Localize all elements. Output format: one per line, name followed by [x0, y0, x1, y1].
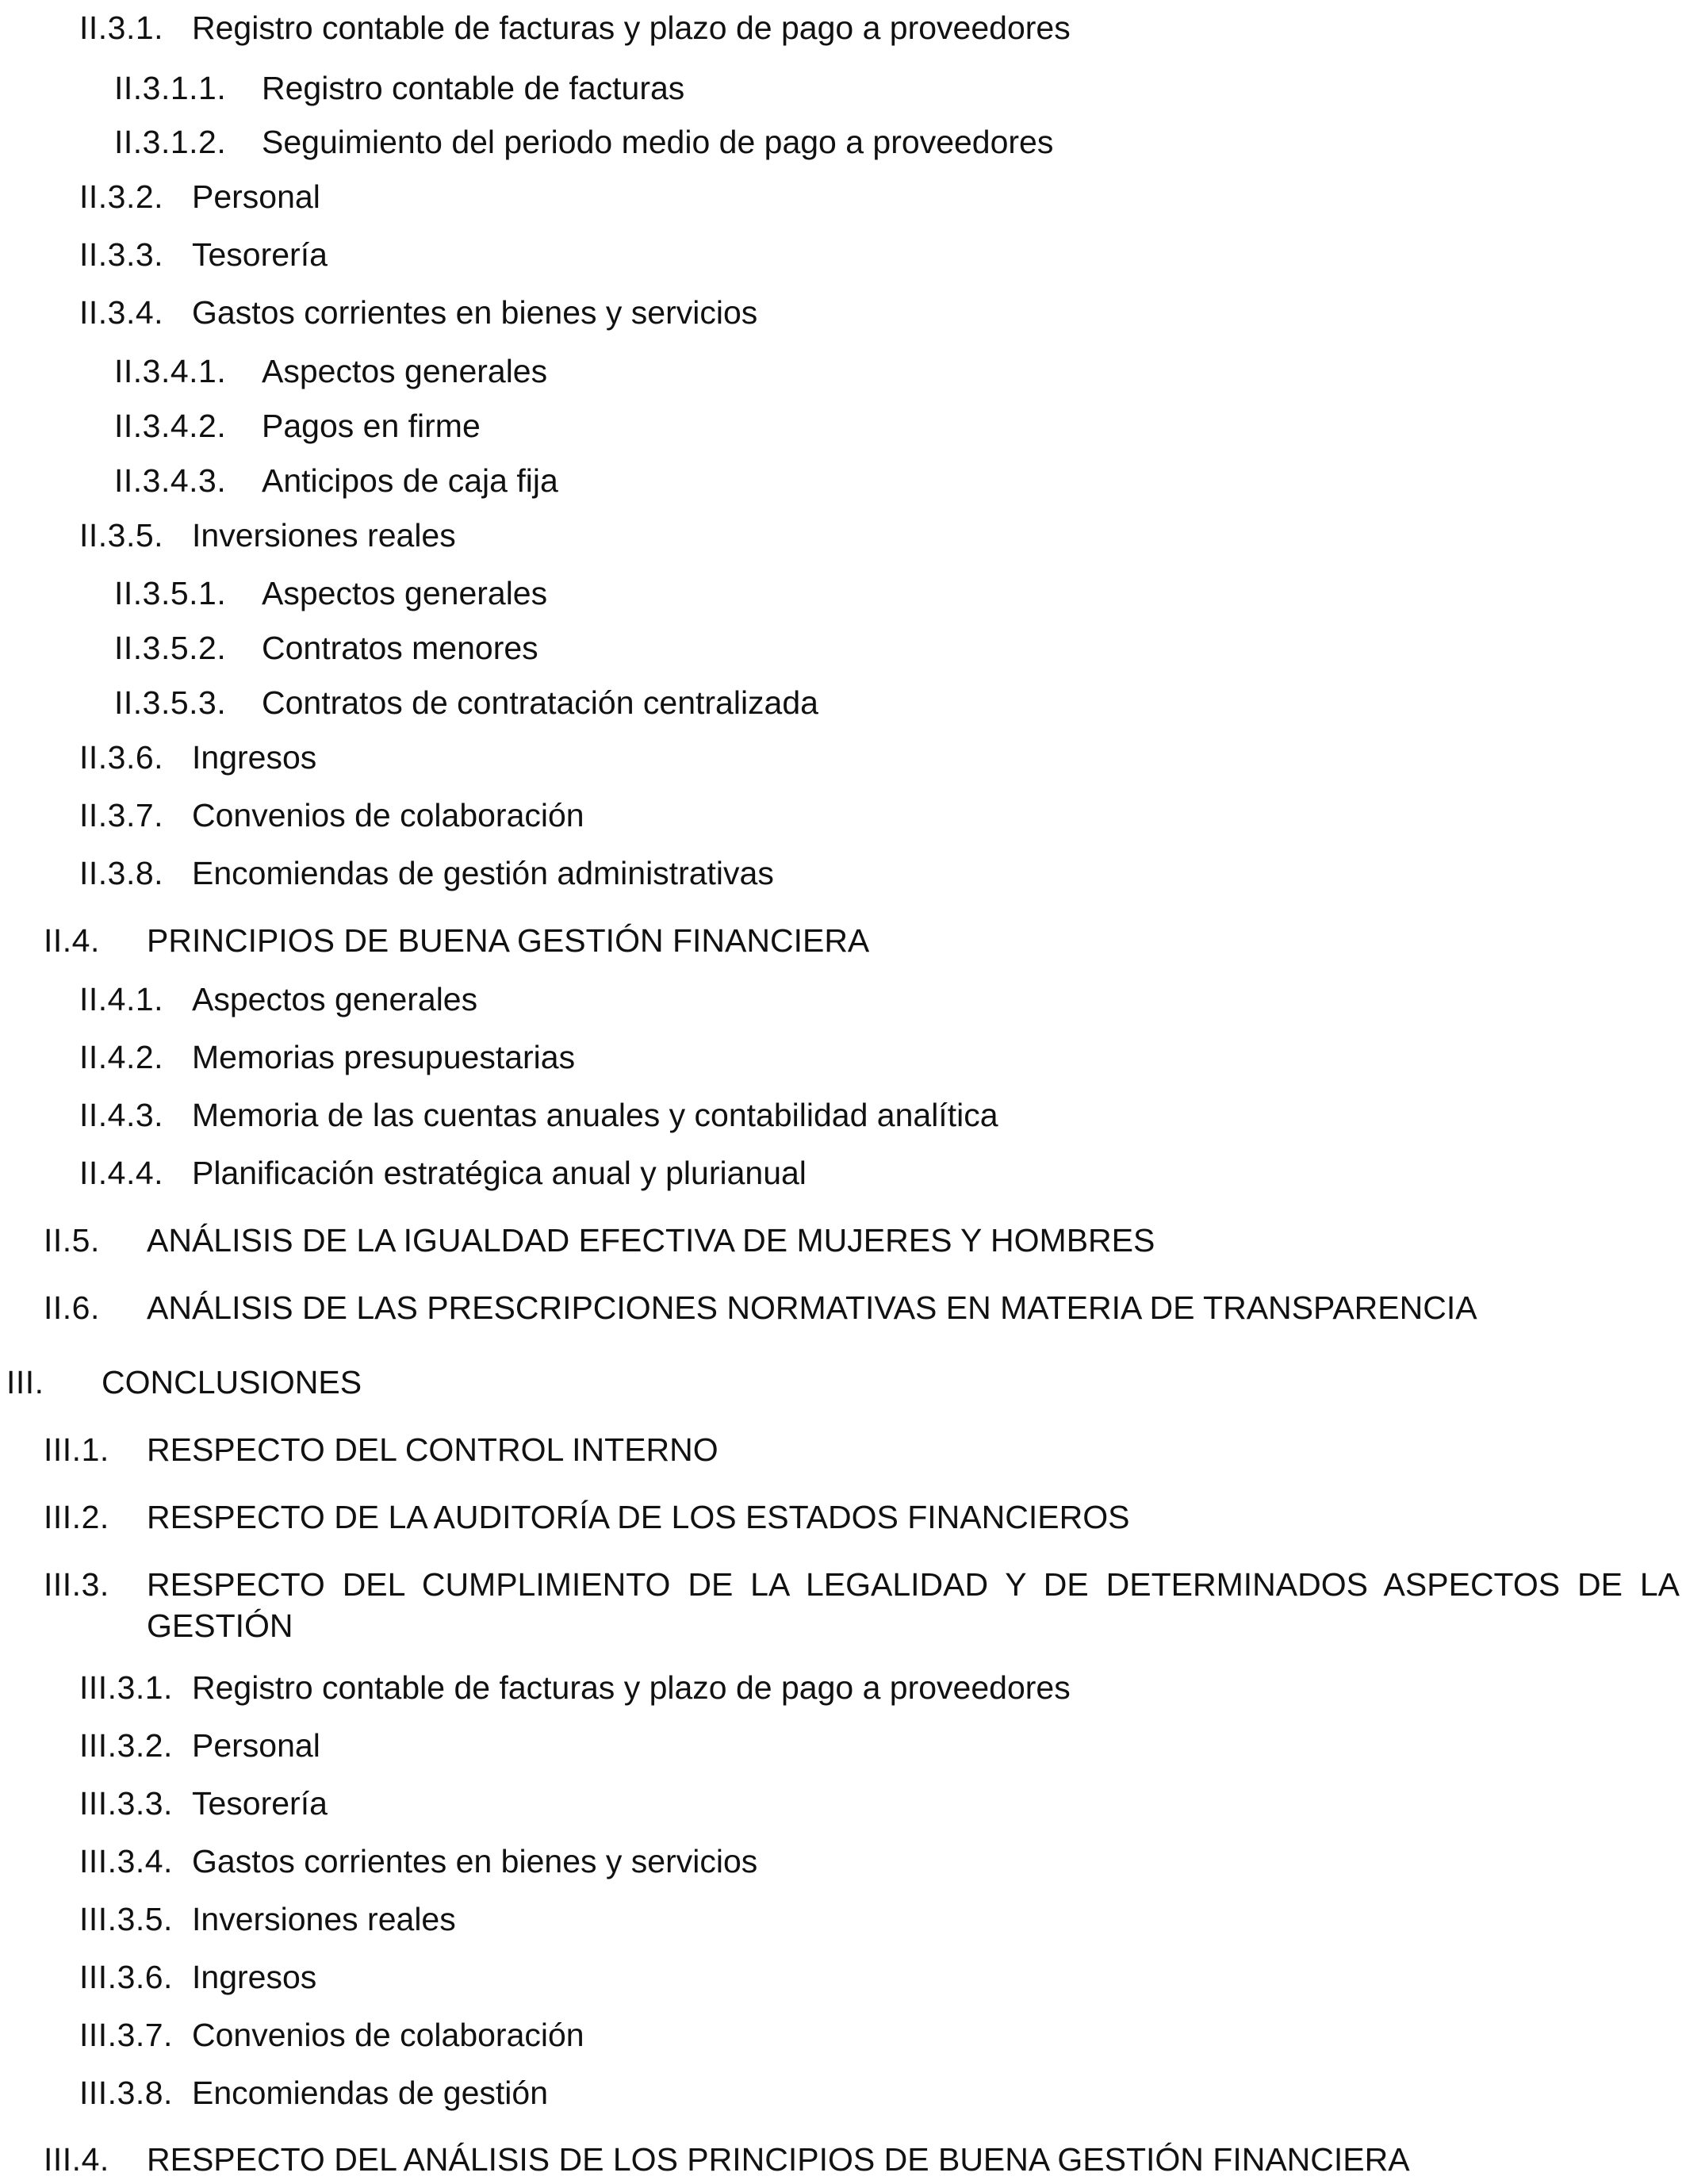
toc-entry-title: Gastos corrientes en bienes y servicios: [192, 1843, 758, 1879]
toc-entry-number: III.: [6, 1364, 44, 1400]
toc-entry-title: Memoria de las cuentas anuales y contabilidad analítica: [192, 1097, 998, 1133]
toc-entry-number: II.3.1.1.: [114, 70, 227, 106]
toc-entry-number: III.3.8.: [79, 2075, 173, 2111]
toc-entry-title: RESPECTO DE LA AUDITORÍA DE LOS ESTADOS FINANCIEROS: [147, 1499, 1130, 1535]
toc-entry-title: Aspectos generales: [262, 353, 548, 389]
toc-entry-number: II.3.4.1.: [114, 353, 227, 389]
toc-entry-number: II.4.4.: [79, 1155, 164, 1191]
toc-entry-number: II.3.1.: [79, 10, 164, 46]
toc-entry-title: Gastos corrientes en bienes y servicios: [192, 294, 758, 331]
toc-entry-title: ANÁLISIS DE LAS PRESCRIPCIONES NORMATIVAS EN MATERIA DE TRANSPARENCIA: [147, 1289, 1477, 1326]
toc-entry-number: II.3.3.: [79, 236, 164, 273]
toc-entry-title: ANÁLISIS DE LA IGUALDAD EFECTIVA DE MUJERES Y HOMBRES: [147, 1222, 1155, 1259]
toc-entry-title: Inversiones reales: [192, 517, 456, 554]
toc-entry-number: II.3.2.: [79, 178, 164, 215]
toc-entry-title: Contratos de contratación centralizada: [262, 684, 818, 721]
toc-entry-number: II.4.2.: [79, 1039, 164, 1075]
toc-entry-title: Registro contable de facturas: [262, 70, 685, 106]
toc-entry-number: II.3.8.: [79, 855, 164, 891]
toc-entry-number: II.3.4.2.: [114, 408, 227, 444]
toc-entry-title: Aspectos generales: [262, 575, 548, 611]
toc-entry-title: Personal: [192, 1727, 320, 1764]
toc-entry-title: Contratos menores: [262, 630, 538, 666]
toc-entry-title: Ingresos: [192, 1959, 317, 1995]
toc-entry-title: Encomiendas de gestión: [192, 2075, 549, 2111]
toc-entry-number: III.4.: [44, 2141, 109, 2178]
toc-entry-number: II.3.5.3.: [114, 684, 227, 721]
toc-entry-title: Memorias presupuestarias: [192, 1039, 576, 1075]
toc-entry-title: Tesorería: [192, 1785, 328, 1822]
toc-entry-title: RESPECTO DEL ANÁLISIS DE LOS PRINCIPIOS DE BUENA GESTIÓN FINANCIERA: [147, 2141, 1410, 2178]
toc-entry-title: Encomiendas de gestión administrativas: [192, 855, 774, 891]
toc-entry-number: II.3.1.2.: [114, 124, 227, 160]
toc-entry-number: II.4.3.: [79, 1097, 164, 1133]
toc-entry-number: III.3.2.: [79, 1727, 173, 1764]
toc-entry-number: III.3.: [44, 1566, 109, 1603]
toc-entry-number: III.1.: [44, 1431, 109, 1468]
toc-entry-title: Planificación estratégica anual y plurianual: [192, 1155, 807, 1191]
toc-entry-number: III.3.4.: [79, 1843, 173, 1879]
toc-entry-title: RESPECTO DEL CUMPLIMIENTO DE LA LEGALIDAD Y DE DETERMINADOS ASPECTOS DE LA GESTIÓN: [147, 1566, 1680, 1644]
toc-entry-title: Convenios de colaboración: [192, 797, 584, 833]
toc-entry-number: II.5.: [44, 1222, 100, 1259]
toc-entry-title: Personal: [192, 178, 320, 215]
toc-entry-number: III.3.6.: [79, 1959, 173, 1995]
toc-entry-number: II.3.5.2.: [114, 630, 227, 666]
toc-entry-title: RESPECTO DEL CONTROL INTERNO: [147, 1431, 718, 1468]
toc-entry-number: II.3.5.: [79, 517, 164, 554]
toc-entry-title: Inversiones reales: [192, 1901, 456, 1937]
toc-entry-title: Convenios de colaboración: [192, 2017, 584, 2053]
toc-entry-number: II.4.1.: [79, 981, 164, 1017]
toc-entry-title: Seguimiento del periodo medio de pago a proveedores: [262, 124, 1054, 160]
toc-entry-number: II.3.4.: [79, 294, 164, 331]
toc-entry[interactable]: [44, 1566, 1680, 1656]
toc-entry-title: Anticipos de caja fija: [262, 462, 558, 499]
toc-entry-number: III.2.: [44, 1499, 109, 1535]
toc-entry-number: II.3.7.: [79, 797, 164, 833]
toc-entry-number: III.3.5.: [79, 1901, 173, 1937]
toc-entry-number: II.3.4.3.: [114, 462, 227, 499]
toc-entry-title: Registro contable de facturas y plazo de pago a proveedores: [192, 10, 1071, 46]
toc-entry-title: Registro contable de facturas y plazo de pago a proveedores: [192, 1669, 1071, 1706]
toc-entry-number: II.3.5.1.: [114, 575, 227, 611]
toc-entry-title: CONCLUSIONES: [102, 1364, 362, 1400]
toc-entry-number: III.3.3.: [79, 1785, 173, 1822]
toc-entry-title: Aspectos generales: [192, 981, 478, 1017]
toc-entry-number: II.4.: [44, 922, 100, 959]
toc-entry-title: Pagos en firme: [262, 408, 481, 444]
toc-entry-number: III.3.1.: [79, 1669, 173, 1706]
toc-entry-title: Tesorería: [192, 236, 328, 273]
toc-entry-number: II.6.: [44, 1289, 100, 1326]
toc-entry-title: PRINCIPIOS DE BUENA GESTIÓN FINANCIERA: [147, 922, 870, 959]
toc-entry-title: Ingresos: [192, 739, 317, 776]
toc-entry-number: II.3.6.: [79, 739, 164, 776]
toc-entry-number: III.3.7.: [79, 2017, 173, 2053]
